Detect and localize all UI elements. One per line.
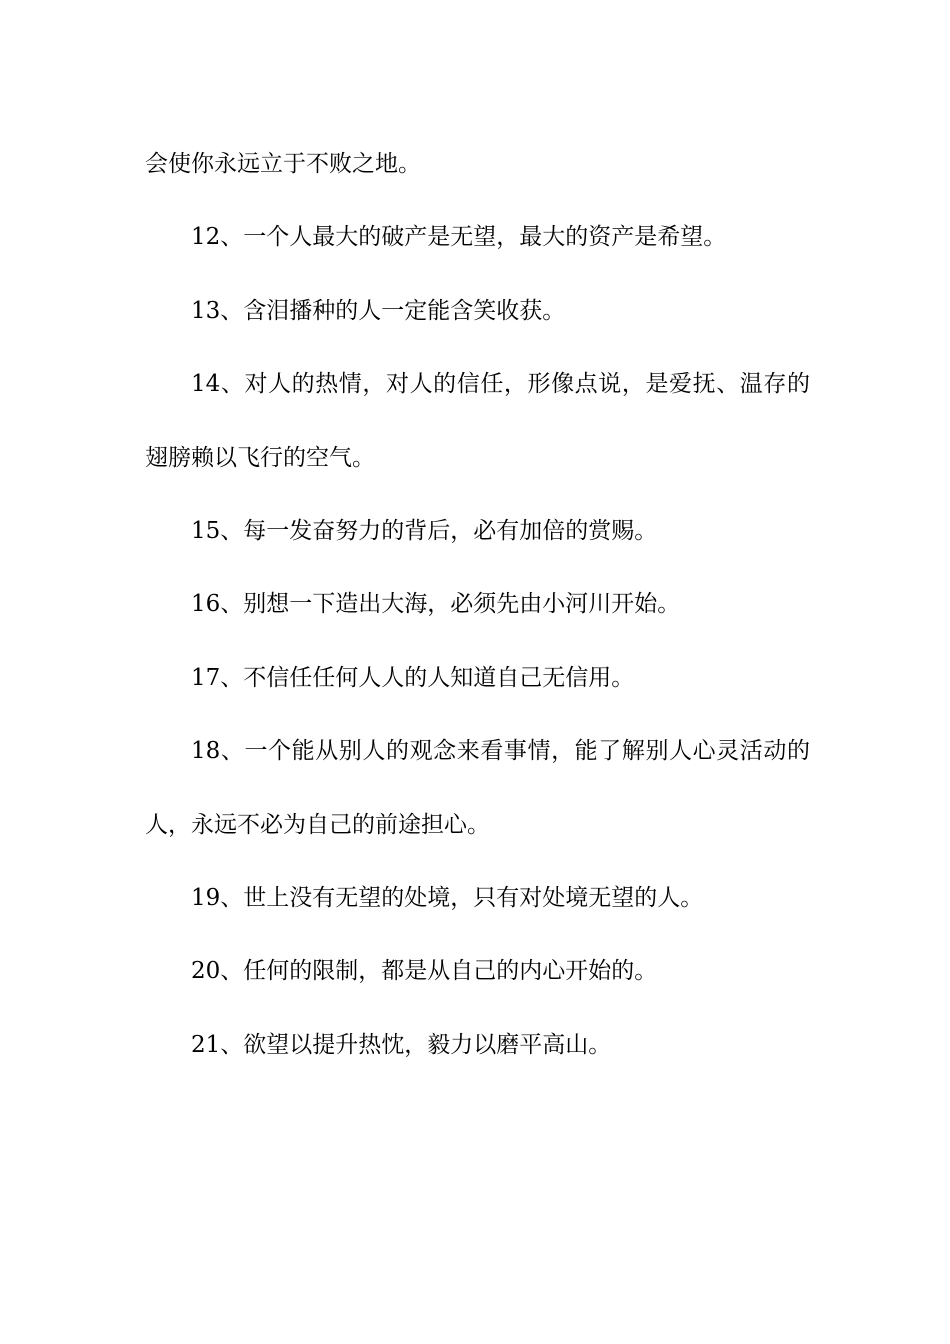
paragraph-item-18: 18、一个能从别人的观念来看事情，能了解别人心灵活动的人，永远不必为自己的前途担心。 (145, 738, 810, 838)
paragraph-item-15: 15、每一发奋努力的背后，必有加倍的赏赐。 (191, 518, 658, 545)
paragraph-continuation: 会使你永远立于不败之地。 (145, 151, 421, 177)
paragraph-item-19: 19、世上没有无望的处境，只有对处境无望的人。 (191, 885, 704, 912)
paragraph-item-17: 17、不信任任何人人的人知道自己无信用。 (191, 664, 635, 691)
paragraph-item-14: 14、对人的热情，对人的信任，形像点说，是爱抚、温存的翅膀赖以飞行的空气。 (145, 371, 810, 471)
document-body (145, 128, 810, 1082)
paragraph-item-13: 13、含泪播种的人一定能含笑收获。 (191, 297, 566, 324)
paragraph-item-20: 20、任何的限制，都是从自己的内心开始的。 (191, 958, 658, 985)
paragraph-item-16: 16、别想一下造出大海，必须先由小河川开始。 (191, 591, 681, 618)
paragraph-item-12: 12、一个人最大的破产是无望，最大的资产是希望。 (191, 224, 727, 251)
paragraph-item-21: 21、欲望以提升热忱，毅力以磨平高山。 (191, 1031, 612, 1058)
